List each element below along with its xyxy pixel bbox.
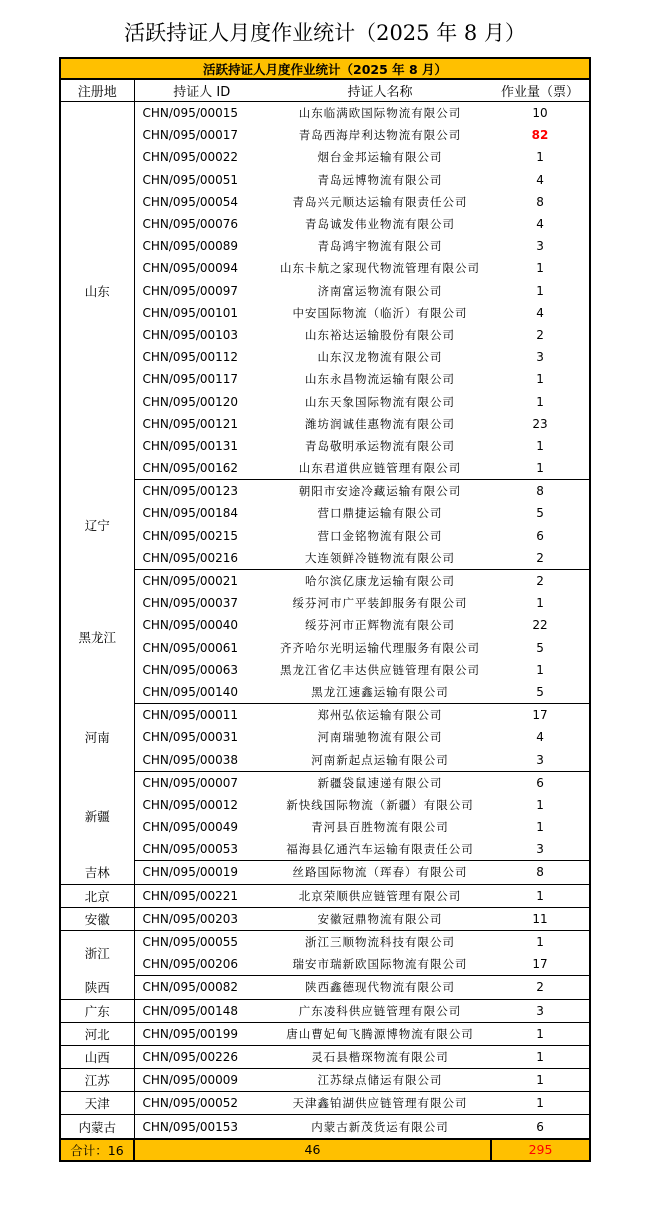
total-row [60, 1139, 590, 1161]
holder-id-cell: CHN/095/00011 [142, 708, 239, 723]
total-holders: 46 [134, 1139, 491, 1161]
holder-id-cell: CHN/095/00153 [134, 1115, 269, 1139]
work-count-cell: 3 [491, 838, 590, 861]
table-row [60, 816, 590, 838]
table-row [60, 435, 590, 457]
table-row [60, 794, 590, 816]
holder-name-cell: 山东卡航之家现代物流管理有限公司 [280, 261, 480, 276]
table-row [60, 390, 590, 412]
table-row [60, 907, 590, 930]
region-cell: 安徽 [60, 907, 134, 930]
holder-id-cell: CHN/095/00089 [142, 239, 239, 254]
table-row [60, 1022, 590, 1045]
holder-name-cell: 黑龙江速鑫运输有限公司 [269, 681, 491, 704]
holder-name-cell: 内蒙古新茂货运有限公司 [269, 1115, 491, 1139]
holder-name-cell: 潍坊润诚佳惠物流有限公司 [305, 416, 455, 431]
holder-name-cell: 大连领鲜冷链物流有限公司 [269, 547, 491, 570]
table-caption: 活跃持证人月度作业统计（2025 年 8 月） [60, 58, 590, 79]
region-cell: 山东 [60, 102, 134, 480]
holder-id-cell: CHN/095/00054 [142, 194, 239, 209]
region-cell: 天津 [60, 1092, 134, 1115]
holder-name-cell: 山东汉龙物流有限公司 [317, 350, 443, 365]
work-count-cell: 6 [491, 525, 590, 547]
header-region: 注册地 [60, 79, 134, 102]
holder-id-cell: CHN/095/00101 [142, 305, 239, 320]
table-body [60, 102, 590, 1139]
holder-id-cell: CHN/095/00082 [134, 976, 269, 999]
holder-name-cell: 新快线国际物流（新疆）有限公司 [286, 797, 474, 812]
table-row [60, 191, 590, 213]
work-count-cell: 1 [491, 884, 590, 907]
holder-id-cell: CHN/095/00117 [142, 372, 239, 387]
holder-id-cell: CHN/095/00017 [142, 128, 239, 143]
total-label: 合计：16 [60, 1139, 134, 1161]
holder-id-cell: CHN/095/00215 [142, 528, 239, 543]
column-header-row [60, 79, 590, 102]
holder-name-cell: 齐齐哈尔光明运输代理服务有限公司 [280, 640, 480, 655]
holder-name-cell: 绥芬河市正辉物流有限公司 [305, 618, 455, 633]
holder-id-cell: CHN/095/00022 [142, 150, 239, 165]
work-count-cell: 3 [491, 235, 590, 257]
holder-name-cell: 青岛兴元顺达运输有限责任公司 [292, 194, 468, 209]
region-cell: 新疆 [60, 771, 134, 861]
work-count-cell: 3 [491, 999, 590, 1022]
work-count-cell: 1 [491, 368, 590, 390]
table-row [60, 1092, 590, 1115]
table-row [60, 235, 590, 257]
region-cell: 辽宁 [60, 480, 134, 570]
table-row [60, 930, 590, 953]
holder-name-cell: 浙江三顺物流科技有限公司 [305, 935, 455, 950]
work-count-cell: 8 [491, 191, 590, 213]
work-count-cell: 5 [491, 681, 590, 704]
work-count-cell: 11 [491, 907, 590, 930]
work-count-cell: 1 [491, 146, 590, 168]
holder-id-cell: CHN/095/00131 [142, 438, 239, 453]
holder-id-cell: CHN/095/00148 [134, 999, 269, 1022]
table-row [60, 569, 590, 592]
holder-name-cell: 福海县亿通汽车运输有限责任公司 [269, 838, 491, 861]
holder-name-cell: 山东永昌物流运输有限公司 [305, 372, 455, 387]
holder-id-cell: CHN/095/00184 [142, 506, 239, 521]
work-count-cell: 10 [491, 102, 590, 125]
region-cell: 江苏 [60, 1069, 134, 1092]
work-count-cell: 2 [491, 569, 590, 592]
work-count-cell: 23 [491, 413, 590, 435]
holder-name-cell: 郑州弘依运输有限公司 [317, 708, 443, 723]
holder-id-cell: CHN/095/00051 [142, 172, 239, 187]
holder-name-cell: 青岛诚发伟业物流有限公司 [305, 217, 455, 232]
table-row [60, 976, 590, 999]
table-row [60, 614, 590, 636]
holder-id-cell: CHN/095/00007 [142, 775, 239, 790]
table-row [60, 102, 590, 125]
holder-id-cell: CHN/095/00206 [134, 953, 269, 976]
table-row [60, 525, 590, 547]
holder-id-cell: CHN/095/00037 [142, 596, 239, 611]
table-row [60, 953, 590, 976]
work-count-cell: 1 [491, 257, 590, 279]
holder-name-cell: 营口鼎捷运输有限公司 [317, 506, 443, 521]
holder-name-cell: 青岛鸿宇物流有限公司 [317, 239, 443, 254]
holder-name-cell: 营口金铭物流有限公司 [317, 528, 443, 543]
table-row [60, 592, 590, 614]
region-cell: 北京 [60, 884, 134, 907]
holder-name-cell: 青岛远博物流有限公司 [317, 172, 443, 187]
holder-stats-table [59, 57, 591, 1162]
holder-id-cell: CHN/095/00112 [142, 350, 239, 365]
work-count-cell: 17 [491, 704, 590, 727]
holder-name-cell: 中安国际物流（临沂）有限公司 [292, 305, 468, 320]
holder-id-cell: CHN/095/00120 [142, 394, 239, 409]
work-count-cell: 5 [491, 502, 590, 524]
holder-name-cell: 山东天象国际物流有限公司 [305, 394, 455, 409]
work-count-cell: 17 [491, 953, 590, 976]
work-count-cell: 1 [491, 930, 590, 953]
table-row [60, 748, 590, 771]
work-count-cell: 1 [491, 1022, 590, 1045]
holder-name-cell: 河南新起点运输有限公司 [269, 748, 491, 771]
work-count-cell: 1 [491, 816, 590, 838]
holder-id-cell: CHN/095/00049 [142, 820, 239, 835]
table-row [60, 681, 590, 704]
table-row [60, 457, 590, 480]
holder-id-cell: CHN/095/00097 [142, 283, 239, 298]
holder-id-cell: CHN/095/00162 [134, 457, 269, 480]
page-title: 活跃持证人月度作业统计（2025 年 8 月） [124, 21, 526, 45]
holder-name-cell: 山东君道供应链管理有限公司 [269, 457, 491, 480]
work-count-cell: 6 [491, 771, 590, 794]
work-count-cell: 1 [491, 280, 590, 302]
work-count-cell: 4 [491, 169, 590, 191]
region-cell: 浙江 [60, 930, 134, 975]
holder-name-cell: 丝路国际物流（珲春）有限公司 [269, 861, 491, 884]
holder-name-cell: 朝阳市安途冷藏运输有限公司 [298, 484, 462, 499]
region-cell: 山西 [60, 1045, 134, 1068]
table-row [60, 838, 590, 861]
table-row [60, 280, 590, 302]
table-row [60, 302, 590, 324]
work-count-cell: 4 [491, 726, 590, 748]
holder-id-cell: CHN/095/00221 [134, 884, 269, 907]
holder-name-cell: 青岛西海岸利达物流有限公司 [298, 128, 462, 143]
table-row [60, 257, 590, 279]
work-count-cell: 22 [491, 614, 590, 636]
table-row [60, 771, 590, 794]
table-row [60, 999, 590, 1022]
table-row [60, 346, 590, 368]
header-id: 持证人 ID [134, 79, 269, 102]
holder-name-cell: 烟台金邦运输有限公司 [317, 150, 443, 165]
holder-id-cell: CHN/095/00226 [134, 1045, 269, 1068]
work-count-cell: 2 [491, 976, 590, 999]
holder-name-cell: 天津鑫铂湖供应链管理有限公司 [269, 1092, 491, 1115]
holder-name-cell: 北京荣顺供应链管理有限公司 [269, 884, 491, 907]
holder-id-cell: CHN/095/00123 [142, 484, 239, 499]
holder-id-cell: CHN/095/00015 [142, 106, 239, 121]
table-row [60, 146, 590, 168]
table-row [60, 368, 590, 390]
holder-id-cell: CHN/095/00140 [134, 681, 269, 704]
holder-name-cell: 瑞安市瑞新欧国际物流有限公司 [269, 953, 491, 976]
holder-id-cell: CHN/095/00076 [142, 217, 239, 232]
work-count-cell: 1 [491, 435, 590, 457]
table-row [60, 1045, 590, 1068]
table-row [60, 413, 590, 435]
work-count-cell: 1 [491, 390, 590, 412]
holder-id-cell: CHN/095/00040 [142, 618, 239, 633]
table-row [60, 659, 590, 681]
holder-id-cell: CHN/095/00053 [134, 838, 269, 861]
work-count-cell: 8 [491, 861, 590, 884]
holder-name-cell: 陕西鑫德现代物流有限公司 [269, 976, 491, 999]
holder-name-cell: 广东凌科供应链管理有限公司 [269, 999, 491, 1022]
work-count-cell: 1 [491, 457, 590, 480]
total-count: 295 [491, 1139, 590, 1161]
region-cell: 广东 [60, 999, 134, 1022]
work-count-cell: 3 [491, 346, 590, 368]
work-count-cell: 1 [491, 1069, 590, 1092]
holder-id-cell: CHN/095/00031 [142, 730, 239, 745]
work-count-cell: 2 [491, 324, 590, 346]
work-count-cell: 4 [491, 302, 590, 324]
work-count-cell: 3 [491, 748, 590, 771]
table-row [60, 726, 590, 748]
holder-name-cell: 哈尔滨亿康龙运输有限公司 [305, 574, 455, 589]
table-row [60, 1115, 590, 1139]
work-count-cell: 1 [491, 1045, 590, 1068]
holder-name-cell: 青岛敬明承运物流有限公司 [305, 438, 455, 453]
holder-name-cell: 河南瑞驰物流有限公司 [317, 730, 443, 745]
holder-name-cell: 山东裕达运输股份有限公司 [305, 327, 455, 342]
holder-id-cell: CHN/095/00038 [134, 748, 269, 771]
table-row [60, 213, 590, 235]
table-row [60, 704, 590, 727]
holder-name-cell: 唐山曹妃甸飞腾源博物流有限公司 [269, 1022, 491, 1045]
holder-id-cell: CHN/095/00061 [142, 640, 239, 655]
work-count-cell: 1 [491, 659, 590, 681]
table-row [60, 480, 590, 503]
work-count-cell: 5 [491, 637, 590, 659]
header-name: 持证人名称 [269, 79, 491, 102]
holder-name-cell: 灵石县楷琛物流有限公司 [269, 1045, 491, 1068]
table-row [60, 169, 590, 191]
holder-name-cell: 新疆袋鼠速递有限公司 [317, 775, 443, 790]
holder-id-cell: CHN/095/00052 [134, 1092, 269, 1115]
holder-id-cell: CHN/095/00063 [142, 662, 239, 677]
table-row [60, 884, 590, 907]
region-cell: 内蒙古 [60, 1115, 134, 1139]
header-count: 作业量（票） [491, 79, 590, 102]
work-count-cell: 1 [491, 794, 590, 816]
work-count-cell: 6 [491, 1115, 590, 1139]
region-cell: 河北 [60, 1022, 134, 1045]
table-row [60, 637, 590, 659]
holder-id-cell: CHN/095/00094 [142, 261, 239, 276]
work-count-cell: 1 [491, 1092, 590, 1115]
holder-id-cell: CHN/095/00019 [134, 861, 269, 884]
holder-id-cell: CHN/095/00012 [142, 797, 239, 812]
holder-id-cell: CHN/095/00055 [142, 935, 239, 950]
region-cell: 河南 [60, 704, 134, 772]
holder-id-cell: CHN/095/00121 [142, 416, 239, 431]
table-row [60, 1069, 590, 1092]
holder-id-cell: CHN/095/00216 [134, 547, 269, 570]
holder-id-cell: CHN/095/00199 [134, 1022, 269, 1045]
holder-id-cell: CHN/095/00103 [142, 327, 239, 342]
region-cell: 黑龙江 [60, 569, 134, 703]
work-count-cell: 82 [491, 124, 590, 146]
holder-id-cell: CHN/095/00203 [134, 907, 269, 930]
work-count-cell: 1 [491, 592, 590, 614]
holder-name-cell: 绥芬河市广平装卸服务有限公司 [292, 596, 468, 611]
holder-name-cell: 安徽冠鼎物流有限公司 [269, 907, 491, 930]
table-row [60, 502, 590, 524]
region-cell: 吉林 [60, 861, 134, 884]
work-count-cell: 2 [491, 547, 590, 570]
work-count-cell: 8 [491, 480, 590, 503]
holder-id-cell: CHN/095/00009 [134, 1069, 269, 1092]
table-row [60, 547, 590, 570]
table-row [60, 324, 590, 346]
holder-name-cell: 济南富运物流有限公司 [317, 283, 443, 298]
holder-name-cell: 青河县百胜物流有限公司 [311, 820, 449, 835]
table-row [60, 124, 590, 146]
holder-name-cell: 山东临满欧国际物流有限公司 [298, 106, 462, 121]
holder-name-cell: 江苏绿点储运有限公司 [269, 1069, 491, 1092]
region-cell: 陕西 [60, 976, 134, 999]
work-count-cell: 4 [491, 213, 590, 235]
table-row [60, 861, 590, 884]
holder-name-cell: 黑龙江省亿丰达供应链管理有限公司 [280, 662, 480, 677]
holder-id-cell: CHN/095/00021 [142, 574, 239, 589]
